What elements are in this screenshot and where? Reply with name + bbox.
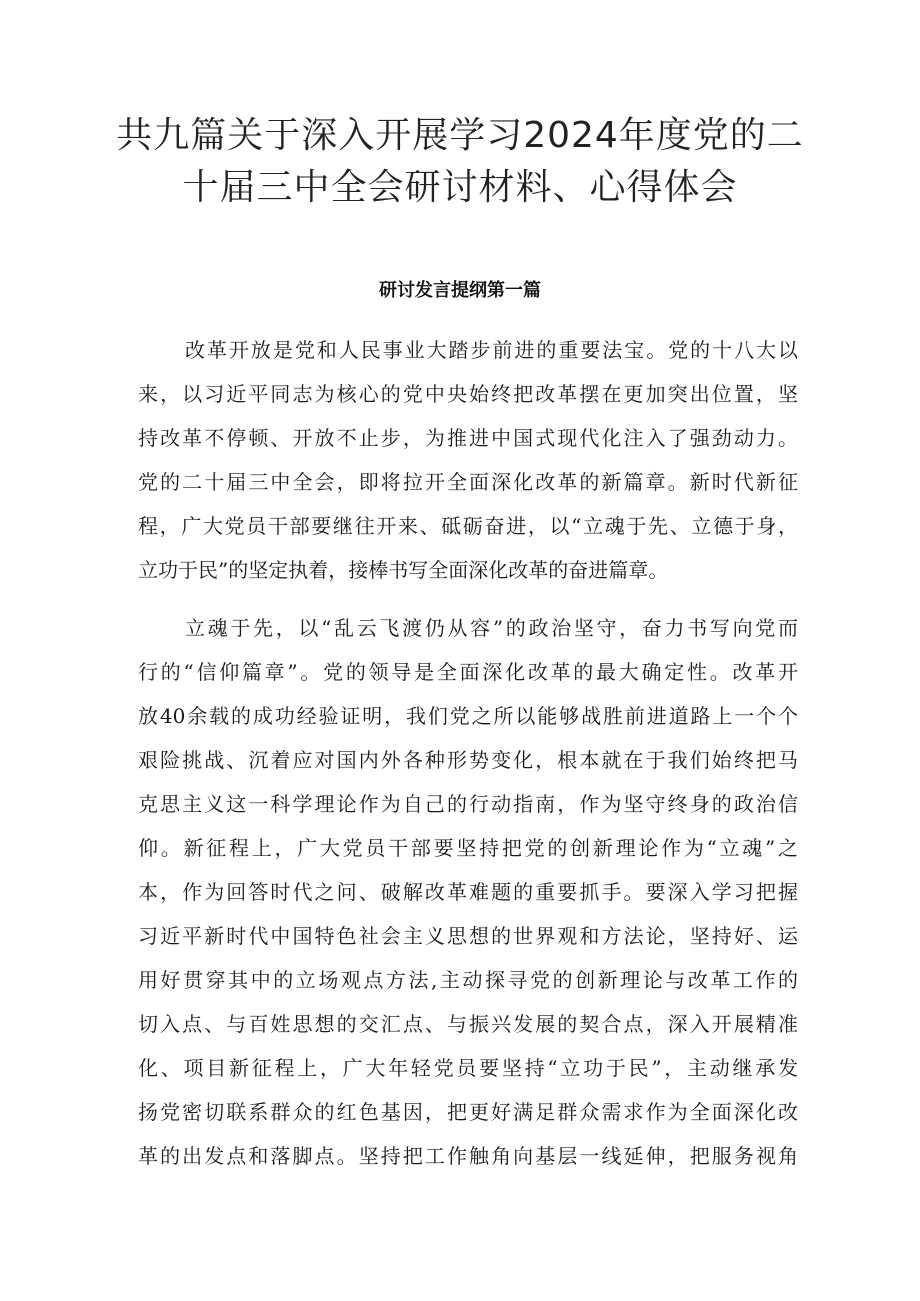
paragraph-line: 革的出发点和落脚点。坚持把工作触角向基层一线延伸，把服务视角 [138, 1144, 798, 1168]
paragraph-line: 行的“信仰篇章”。党的领导是全面深化改革的最大确定性。改革开 [138, 660, 798, 684]
paragraph-line: 放40余载的成功经验证明，我们党之所以能够战胜前进道路上一个个 [138, 704, 798, 728]
paragraph-line: 用好贯穿其中的立场观点方法,主动探寻党的创新理论与改革工作的 [138, 968, 798, 992]
paragraph-line: 立功于民”的坚定执着，接棒书写全面深化改革的奋进篇章。 [138, 558, 669, 582]
paragraph-line: 艰险挑战、沉着应对国内外各种形势变化，根本就在于我们始终把马 [138, 748, 798, 772]
paragraph-line: 立魂于先，以“乱云飞渡仍从容”的政治坚守，奋力书写向党而 [185, 616, 798, 640]
paragraph-line: 程，广大党员干部要继往开来、砥砺奋进，以“立魂于先、立德于身， [138, 514, 798, 538]
paragraph-line: 党的二十届三中全会，即将拉开全面深化改革的新篇章。新时代新征 [138, 470, 798, 494]
document-title-line-1: 共九篇关于深入开展学习2024年度党的二 [116, 115, 804, 156]
paragraph-line: 本，作为回答时代之问、破解改革难题的重要抓手。要深入学习把握 [138, 880, 798, 904]
paragraph-line: 克思主义这一科学理论作为自己的行动指南，作为坚守终身的政治信 [138, 792, 798, 816]
paragraph-line: 切入点、与百姓思想的交汇点、与振兴发展的契合点，深入开展精准 [138, 1012, 798, 1036]
paragraph-line: 扬党密切联系群众的红色基因，把更好满足群众需求作为全面深化改 [138, 1100, 798, 1124]
section-heading: 研讨发言提纲第一篇 [379, 280, 541, 301]
document-title-line-2: 十届三中全会研讨材料、心得体会 [182, 167, 738, 208]
paragraph-line: 来，以习近平同志为核心的党中央始终把改革摆在更加突出位置，坚 [138, 382, 798, 406]
paragraph-line: 持改革不停顿、开放不止步，为推进中国式现代化注入了强劲动力。 [138, 426, 798, 450]
paragraph-line: 改革开放是党和人民事业大踏步前进的重要法宝。党的十八大以 [185, 338, 798, 362]
paragraph-line: 仰。新征程上，广大党员干部要坚持把党的创新理论作为“立魂”之 [138, 836, 798, 860]
paragraph-line: 化、项目新征程上，广大年轻党员要坚持“立功于民”，主动继承发 [138, 1056, 798, 1080]
paragraph-line: 习近平新时代中国特色社会主义思想的世界观和方法论，坚持好、运 [138, 924, 798, 948]
